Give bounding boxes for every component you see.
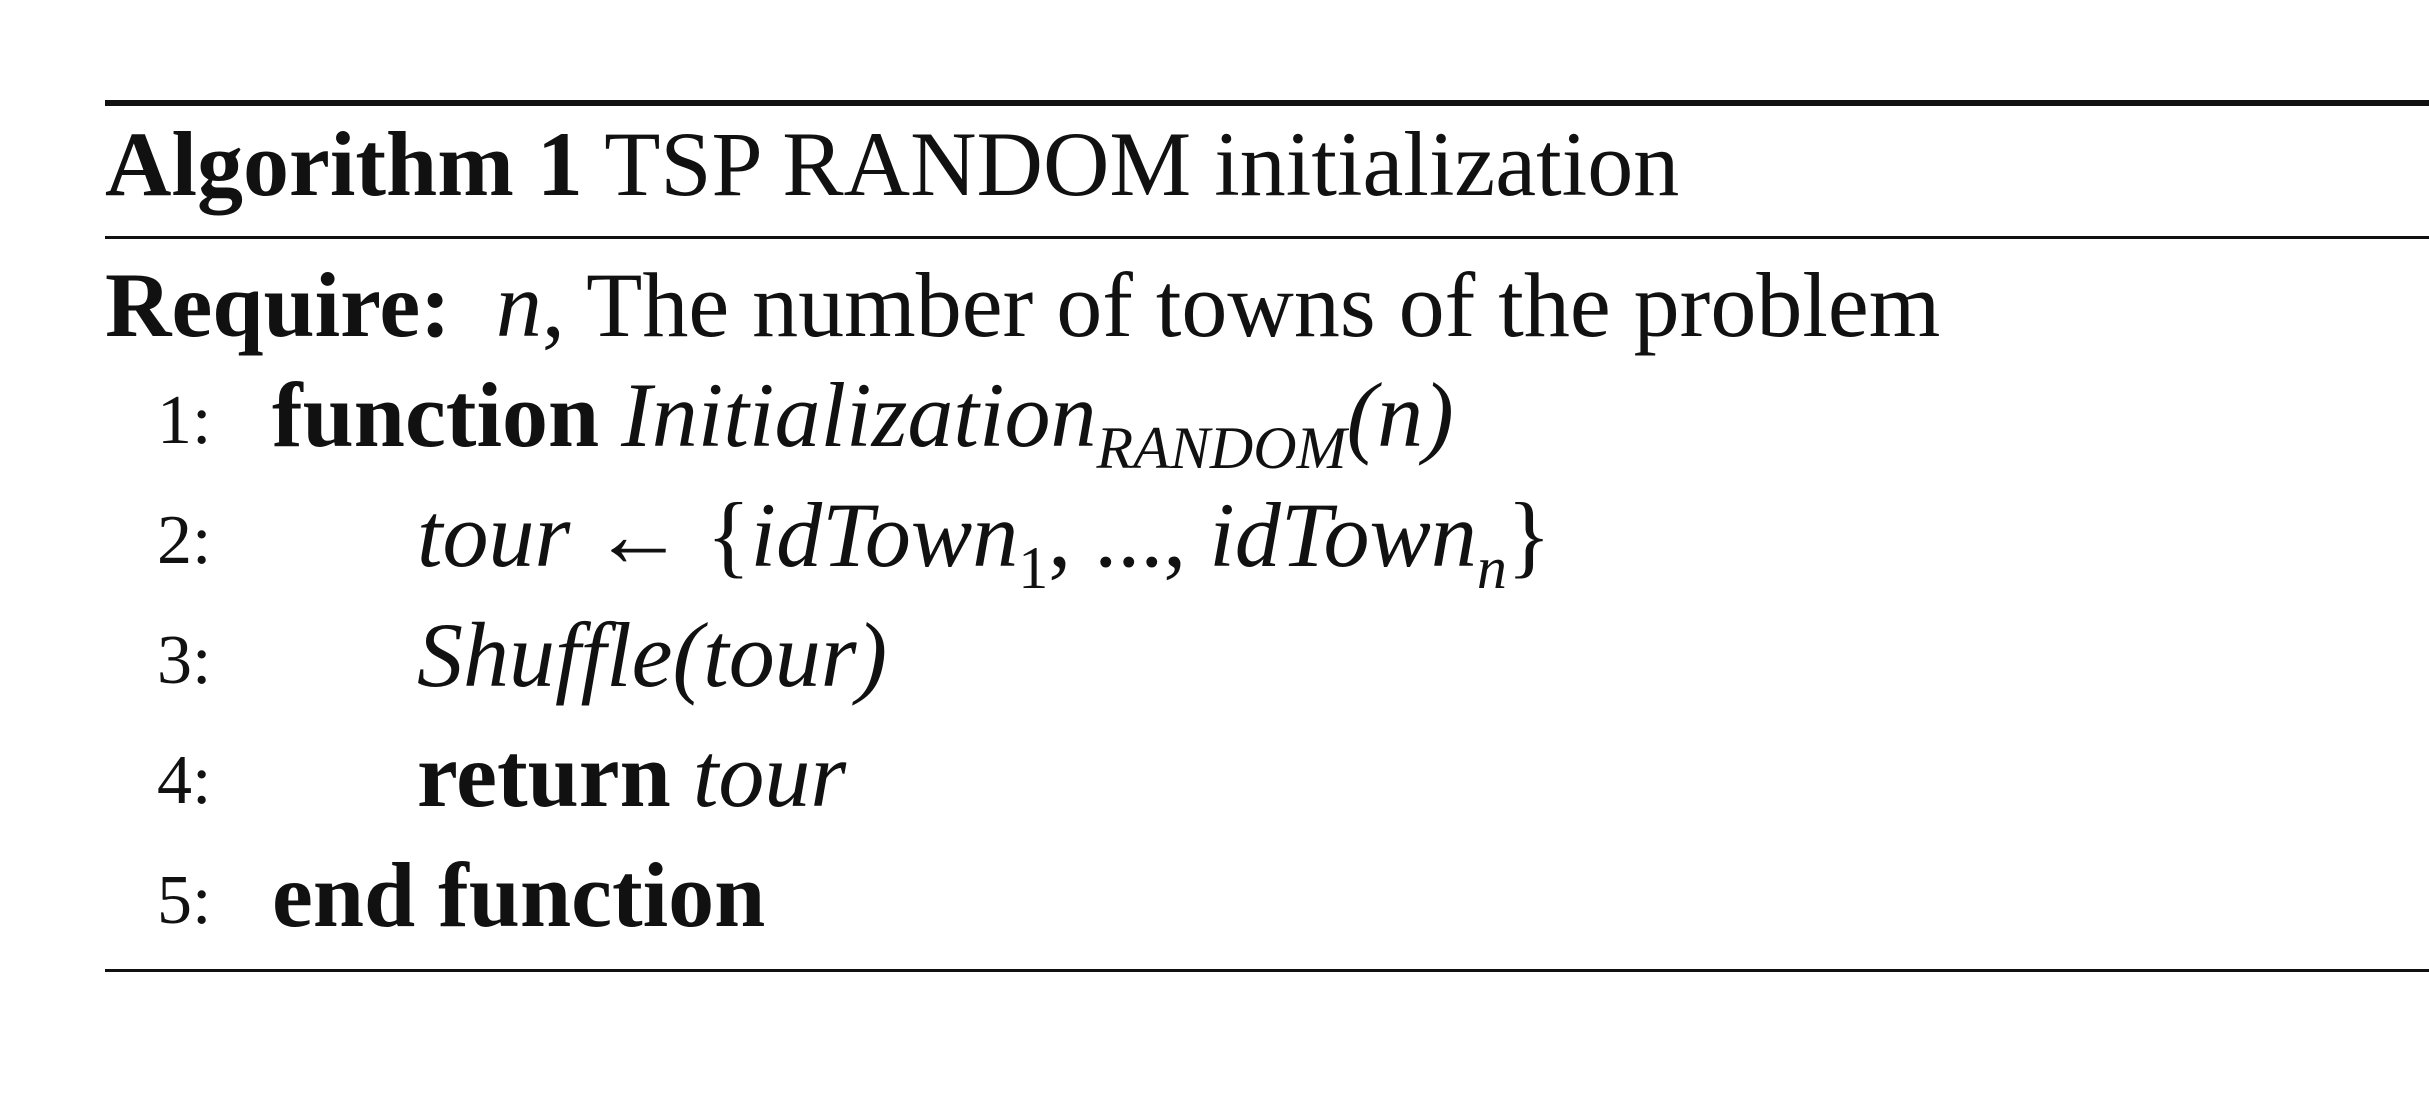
set-item-last: idTown bbox=[1209, 484, 1477, 586]
algorithm-block bbox=[105, 100, 2429, 972]
line-code bbox=[272, 355, 1454, 481]
algorithm-label: Algorithm 1 bbox=[105, 113, 583, 215]
function-subscript: RANDOM bbox=[1096, 415, 1347, 481]
set-close: } bbox=[1506, 484, 1552, 586]
line-number: 1: bbox=[157, 382, 212, 459]
require-description: , The number of towns of the problem bbox=[541, 254, 1941, 356]
require-keyword: Require: bbox=[105, 254, 451, 356]
set-ellipsis: , ..., bbox=[1048, 484, 1210, 586]
return-value: tour bbox=[692, 724, 847, 826]
require-line bbox=[105, 255, 2429, 355]
call-args: (tour) bbox=[672, 604, 888, 706]
bottom-rule bbox=[105, 969, 2429, 972]
line-code bbox=[272, 835, 765, 955]
set-item-last-subscript: n bbox=[1476, 535, 1507, 601]
line-number: 2: bbox=[157, 502, 212, 579]
set-item-first: idTown bbox=[750, 484, 1019, 586]
line-code bbox=[417, 715, 846, 835]
assign-lhs: tour bbox=[417, 484, 571, 586]
algorithm-line-3 bbox=[105, 595, 2429, 715]
algorithm-line-4 bbox=[105, 715, 2429, 835]
return-keyword: return bbox=[417, 724, 671, 826]
function-args: (n) bbox=[1346, 364, 1454, 466]
function-name: Initialization bbox=[621, 364, 1097, 466]
line-number: 5: bbox=[157, 862, 212, 939]
call-name: Shuffle bbox=[417, 604, 673, 706]
top-rule bbox=[105, 100, 2429, 106]
algorithm-caption bbox=[105, 114, 2429, 214]
line-code bbox=[417, 595, 887, 715]
function-keyword: function bbox=[272, 364, 600, 466]
set-item-first-subscript: 1 bbox=[1018, 535, 1049, 601]
algorithm-line-1 bbox=[105, 355, 2429, 481]
end-function-keyword: end function bbox=[272, 844, 766, 946]
algorithm-line-2 bbox=[105, 475, 2429, 601]
caption-rule bbox=[105, 236, 2429, 239]
algorithm-title: TSP RANDOM initialization bbox=[604, 113, 1680, 215]
require-variable: n bbox=[495, 254, 542, 356]
assign-arrow: ← bbox=[592, 484, 685, 586]
line-number: 3: bbox=[157, 622, 212, 699]
line-number: 4: bbox=[157, 742, 212, 819]
line-code bbox=[417, 475, 1552, 601]
algorithm-line-5 bbox=[105, 835, 2429, 955]
set-open: { bbox=[706, 484, 751, 586]
